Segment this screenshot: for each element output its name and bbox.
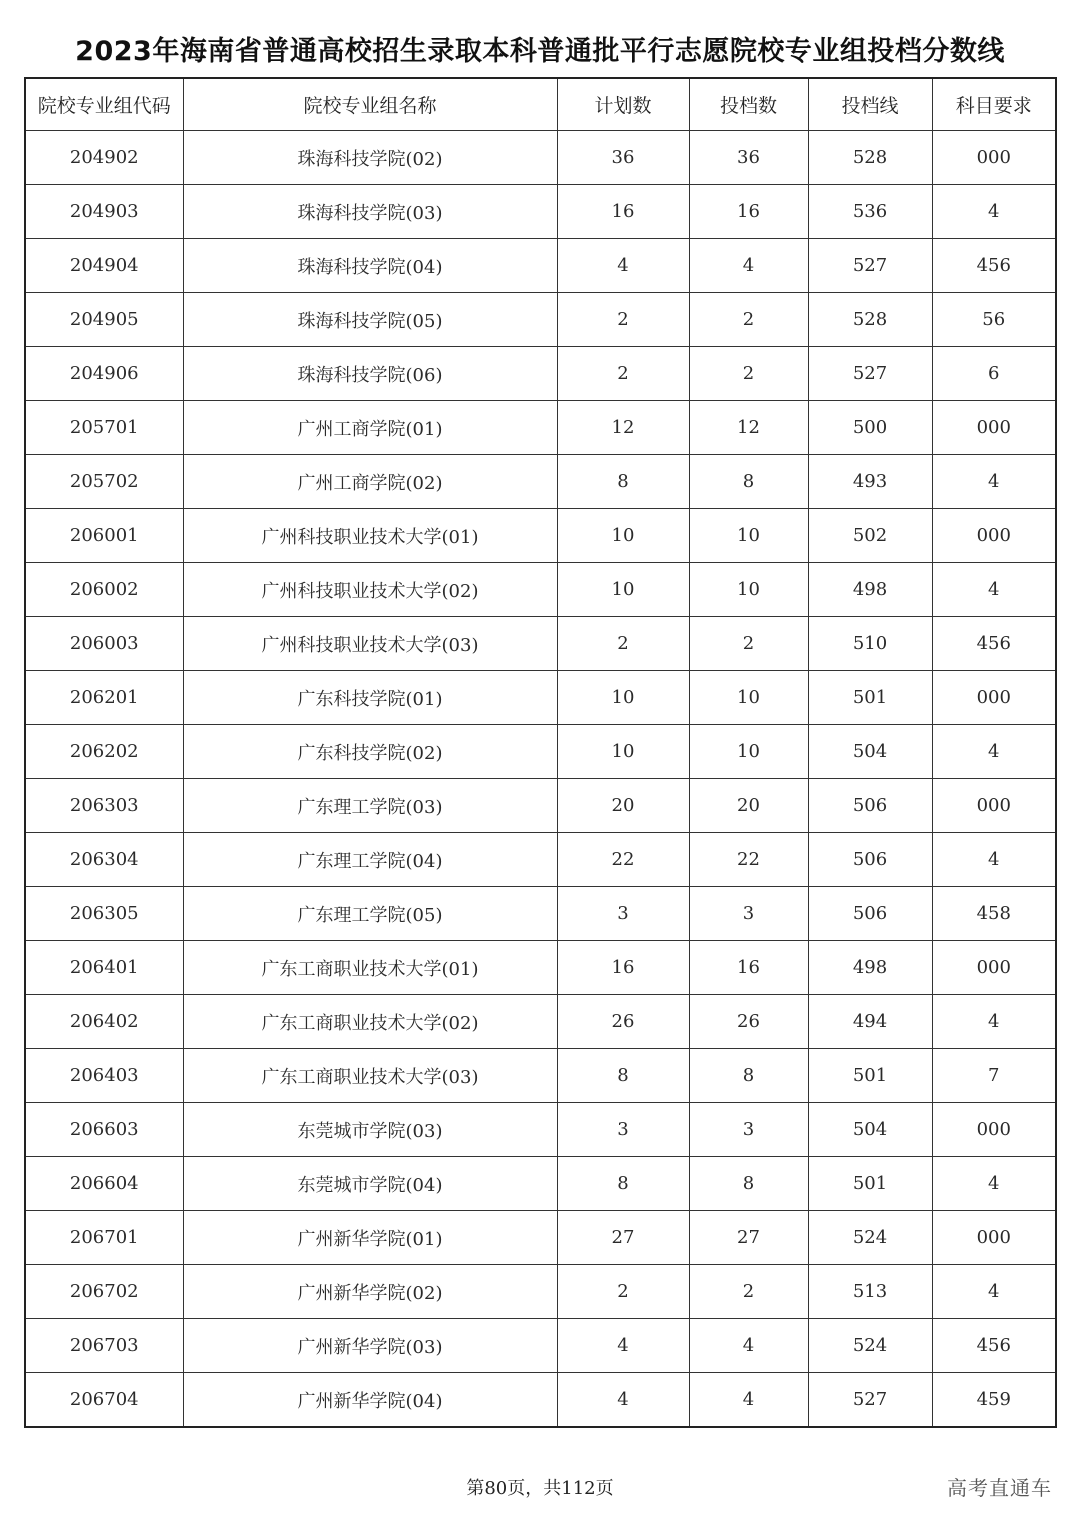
cell-subject-requirement: 000 [932, 509, 1056, 563]
table-row [25, 725, 1056, 779]
cell-admitted-count: 8 [689, 1157, 808, 1211]
cell-plan-count: 2 [557, 617, 689, 671]
cell-subject-requirement: 000 [932, 779, 1056, 833]
cell-group-code: 206305 [25, 887, 183, 941]
cell-admitted-count: 20 [689, 779, 808, 833]
cell-subject-requirement: 4 [932, 455, 1056, 509]
cell-cutoff-score: 493 [808, 455, 932, 509]
cell-cutoff-score: 536 [808, 185, 932, 239]
cell-admitted-count: 12 [689, 401, 808, 455]
cell-subject-requirement: 456 [932, 239, 1056, 293]
cell-cutoff-score: 500 [808, 401, 932, 455]
cell-subject-requirement: 6 [932, 347, 1056, 401]
cell-subject-requirement: 456 [932, 1319, 1056, 1373]
cell-group-name: 广州工商学院(02) [183, 455, 557, 509]
cell-subject-requirement: 000 [932, 1211, 1056, 1265]
cell-group-code: 204905 [25, 293, 183, 347]
page-title: 2023年海南省普通高校招生录取本科普通批平行志愿院校专业组投档分数线 [75, 36, 1005, 67]
table-row [25, 779, 1056, 833]
cell-cutoff-score: 524 [808, 1211, 932, 1265]
cell-admitted-count: 10 [689, 563, 808, 617]
cell-plan-count: 26 [557, 995, 689, 1049]
cell-subject-requirement: 000 [932, 1103, 1056, 1157]
cell-group-code: 206401 [25, 941, 183, 995]
cell-admitted-count: 2 [689, 347, 808, 401]
cell-cutoff-score: 506 [808, 779, 932, 833]
cell-admitted-count: 2 [689, 617, 808, 671]
table-row [25, 1373, 1056, 1428]
cell-plan-count: 2 [557, 1265, 689, 1319]
cell-group-code: 206002 [25, 563, 183, 617]
cell-group-name: 广州工商学院(01) [183, 401, 557, 455]
cell-plan-count: 10 [557, 671, 689, 725]
cell-subject-requirement: 56 [932, 293, 1056, 347]
cell-subject-requirement: 4 [932, 725, 1056, 779]
cell-admitted-count: 10 [689, 725, 808, 779]
cell-subject-requirement: 4 [932, 1265, 1056, 1319]
cell-group-code: 206402 [25, 995, 183, 1049]
cell-plan-count: 22 [557, 833, 689, 887]
cell-admitted-count: 4 [689, 1373, 808, 1428]
header-subject-requirement: 科目要求 [932, 78, 1056, 131]
cell-cutoff-score: 504 [808, 725, 932, 779]
cell-group-name: 珠海科技学院(05) [183, 293, 557, 347]
cell-plan-count: 8 [557, 1157, 689, 1211]
cell-group-name: 广东理工学院(03) [183, 779, 557, 833]
header-plan-count: 计划数 [557, 78, 689, 131]
cell-subject-requirement: 4 [932, 185, 1056, 239]
cell-plan-count: 3 [557, 887, 689, 941]
cell-plan-count: 27 [557, 1211, 689, 1265]
cell-admitted-count: 8 [689, 1049, 808, 1103]
cell-plan-count: 8 [557, 1049, 689, 1103]
cell-cutoff-score: 510 [808, 617, 932, 671]
cell-group-name: 广东工商职业技术大学(02) [183, 995, 557, 1049]
cell-admitted-count: 16 [689, 941, 808, 995]
cell-group-code: 204903 [25, 185, 183, 239]
table-row [25, 1157, 1056, 1211]
cell-group-name: 广州科技职业技术大学(03) [183, 617, 557, 671]
cell-group-code: 206303 [25, 779, 183, 833]
cell-group-name: 珠海科技学院(04) [183, 239, 557, 293]
header-cutoff-score: 投档线 [808, 78, 932, 131]
table-row [25, 455, 1056, 509]
table-row [25, 293, 1056, 347]
cell-group-name: 广州新华学院(02) [183, 1265, 557, 1319]
cell-plan-count: 3 [557, 1103, 689, 1157]
score-table [24, 77, 1057, 1428]
cell-group-code: 206703 [25, 1319, 183, 1373]
cell-cutoff-score: 504 [808, 1103, 932, 1157]
cell-cutoff-score: 501 [808, 1049, 932, 1103]
cell-group-code: 206003 [25, 617, 183, 671]
header-group-name: 院校专业组名称 [183, 78, 557, 131]
cell-subject-requirement: 456 [932, 617, 1056, 671]
cell-plan-count: 2 [557, 347, 689, 401]
cell-subject-requirement: 4 [932, 833, 1056, 887]
cell-plan-count: 8 [557, 455, 689, 509]
cell-subject-requirement: 459 [932, 1373, 1056, 1428]
cell-group-name: 广州新华学院(01) [183, 1211, 557, 1265]
cell-admitted-count: 2 [689, 1265, 808, 1319]
cell-subject-requirement: 000 [932, 671, 1056, 725]
cell-subject-requirement: 4 [932, 1157, 1056, 1211]
cell-group-code: 205702 [25, 455, 183, 509]
cell-admitted-count: 22 [689, 833, 808, 887]
table-header-row [25, 78, 1056, 131]
table-row [25, 1265, 1056, 1319]
cell-group-code: 206604 [25, 1157, 183, 1211]
cell-cutoff-score: 494 [808, 995, 932, 1049]
cell-group-code: 204902 [25, 131, 183, 185]
table-row [25, 1211, 1056, 1265]
table-row [25, 563, 1056, 617]
cell-admitted-count: 36 [689, 131, 808, 185]
cell-subject-requirement: 458 [932, 887, 1056, 941]
cell-group-code: 206304 [25, 833, 183, 887]
cell-subject-requirement: 4 [932, 563, 1056, 617]
cell-plan-count: 4 [557, 1373, 689, 1428]
cell-group-name: 广东科技学院(01) [183, 671, 557, 725]
table-row [25, 671, 1056, 725]
cell-admitted-count: 4 [689, 1319, 808, 1373]
header-group-code: 院校专业组代码 [25, 78, 183, 131]
cell-subject-requirement: 000 [932, 401, 1056, 455]
cell-group-code: 206702 [25, 1265, 183, 1319]
cell-cutoff-score: 528 [808, 131, 932, 185]
cell-cutoff-score: 498 [808, 941, 932, 995]
table-row [25, 833, 1056, 887]
table-row [25, 1049, 1056, 1103]
table-row [25, 131, 1056, 185]
cell-group-name: 广东科技学院(02) [183, 725, 557, 779]
cell-group-code: 206403 [25, 1049, 183, 1103]
cell-plan-count: 20 [557, 779, 689, 833]
cell-admitted-count: 27 [689, 1211, 808, 1265]
cell-group-name: 广东工商职业技术大学(03) [183, 1049, 557, 1103]
cell-plan-count: 16 [557, 185, 689, 239]
page-number: 第80页，共112页 [466, 1478, 614, 1499]
cell-group-name: 东莞城市学院(03) [183, 1103, 557, 1157]
cell-admitted-count: 26 [689, 995, 808, 1049]
cell-group-name: 广东工商职业技术大学(01) [183, 941, 557, 995]
cell-cutoff-score: 524 [808, 1319, 932, 1373]
cell-group-code: 206202 [25, 725, 183, 779]
cell-group-code: 204904 [25, 239, 183, 293]
cell-cutoff-score: 506 [808, 833, 932, 887]
table-row [25, 401, 1056, 455]
cell-admitted-count: 10 [689, 671, 808, 725]
cell-cutoff-score: 513 [808, 1265, 932, 1319]
cell-subject-requirement: 4 [932, 995, 1056, 1049]
table-row [25, 617, 1056, 671]
header-admitted-count: 投档数 [689, 78, 808, 131]
cell-group-name: 广东理工学院(05) [183, 887, 557, 941]
table-row [25, 347, 1056, 401]
cell-group-code: 206603 [25, 1103, 183, 1157]
cell-group-name: 广州新华学院(03) [183, 1319, 557, 1373]
cell-group-name: 东莞城市学院(04) [183, 1157, 557, 1211]
cell-cutoff-score: 498 [808, 563, 932, 617]
table-row [25, 185, 1056, 239]
cell-admitted-count: 10 [689, 509, 808, 563]
cell-group-name: 珠海科技学院(06) [183, 347, 557, 401]
cell-group-code: 204906 [25, 347, 183, 401]
cell-group-name: 广州科技职业技术大学(01) [183, 509, 557, 563]
watermark: 高考直通车 [947, 1476, 1052, 1500]
table-row [25, 941, 1056, 995]
table-row [25, 1103, 1056, 1157]
cell-cutoff-score: 501 [808, 671, 932, 725]
cell-cutoff-score: 502 [808, 509, 932, 563]
cell-group-code: 206701 [25, 1211, 183, 1265]
cell-cutoff-score: 528 [808, 293, 932, 347]
cell-admitted-count: 3 [689, 1103, 808, 1157]
table-row [25, 1319, 1056, 1373]
table-row [25, 239, 1056, 293]
cell-cutoff-score: 527 [808, 1373, 932, 1428]
table-row [25, 887, 1056, 941]
cell-admitted-count: 8 [689, 455, 808, 509]
cell-plan-count: 4 [557, 239, 689, 293]
cell-admitted-count: 2 [689, 293, 808, 347]
cell-admitted-count: 4 [689, 239, 808, 293]
cell-group-name: 广州科技职业技术大学(02) [183, 563, 557, 617]
cell-plan-count: 16 [557, 941, 689, 995]
cell-plan-count: 36 [557, 131, 689, 185]
table-row [25, 995, 1056, 1049]
cell-plan-count: 10 [557, 563, 689, 617]
cell-group-name: 广东理工学院(04) [183, 833, 557, 887]
cell-subject-requirement: 000 [932, 941, 1056, 995]
cell-subject-requirement: 000 [932, 131, 1056, 185]
cell-plan-count: 10 [557, 509, 689, 563]
cell-group-code: 205701 [25, 401, 183, 455]
table-body [25, 131, 1056, 1428]
table-row [25, 509, 1056, 563]
cell-plan-count: 2 [557, 293, 689, 347]
cell-plan-count: 4 [557, 1319, 689, 1373]
cell-group-name: 珠海科技学院(03) [183, 185, 557, 239]
cell-cutoff-score: 527 [808, 347, 932, 401]
cell-admitted-count: 16 [689, 185, 808, 239]
cell-plan-count: 12 [557, 401, 689, 455]
cell-cutoff-score: 501 [808, 1157, 932, 1211]
cell-plan-count: 10 [557, 725, 689, 779]
cell-group-name: 珠海科技学院(02) [183, 131, 557, 185]
cell-group-code: 206201 [25, 671, 183, 725]
cell-group-name: 广州新华学院(04) [183, 1373, 557, 1428]
cell-group-code: 206704 [25, 1373, 183, 1428]
cell-group-code: 206001 [25, 509, 183, 563]
cell-cutoff-score: 506 [808, 887, 932, 941]
cell-subject-requirement: 7 [932, 1049, 1056, 1103]
cell-admitted-count: 3 [689, 887, 808, 941]
cell-cutoff-score: 527 [808, 239, 932, 293]
